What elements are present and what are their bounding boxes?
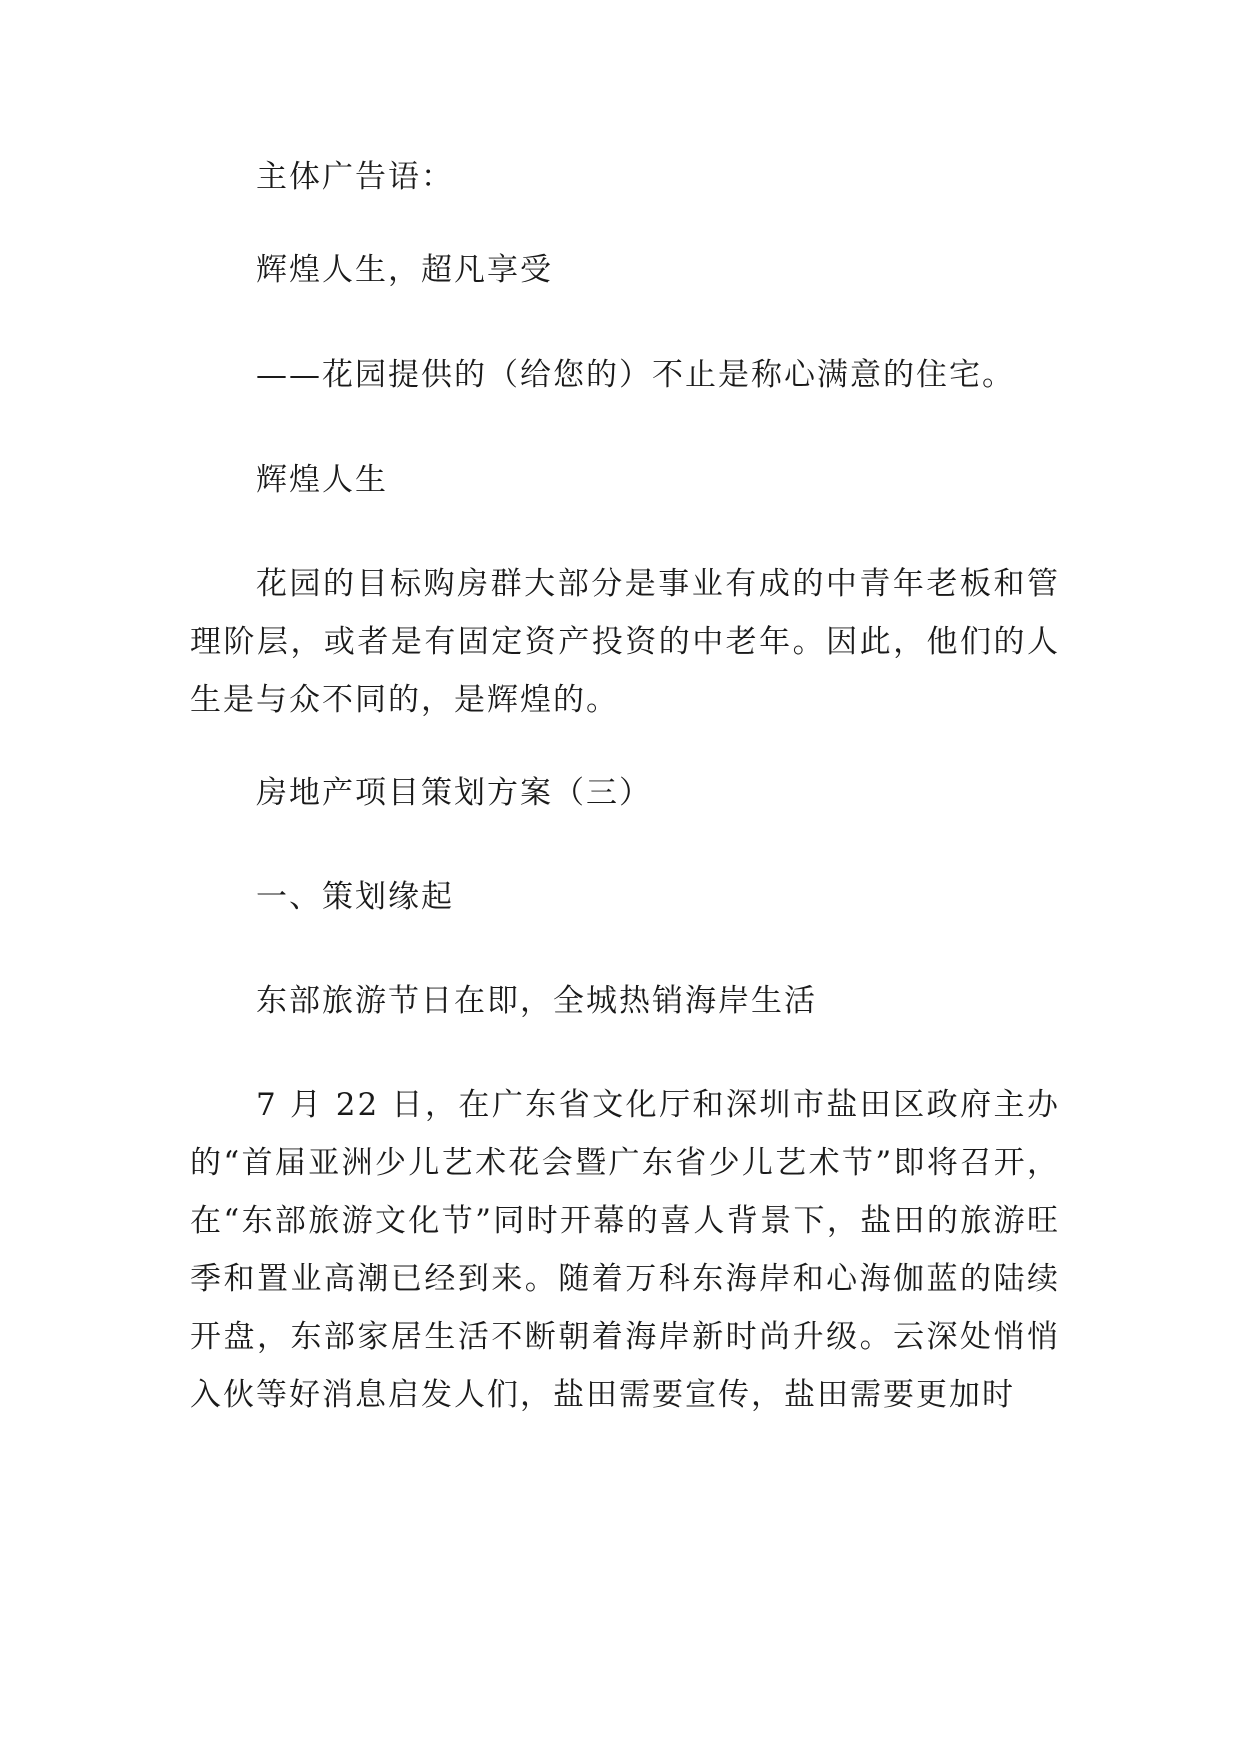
section-heading-brilliant-life: 辉煌人生 [256, 462, 388, 498]
subheading-tourism-festival: 东部旅游节日在即，全城热销海岸生活 [256, 983, 817, 1019]
slogan-subline: ——花园提供的（给您的）不止是称心满意的住宅。 [256, 357, 1015, 393]
section-heading-origin: 一、策划缘起 [256, 879, 454, 915]
slogan-line: 辉煌人生，超凡享受 [256, 252, 553, 288]
paragraph-target-buyers: 花园的目标购房群大部分是事业有成的中青年老板和管理阶层，或者是有固定资产投资的中老年。因此，他们的人生是与众不同的，是辉煌的。 [190, 566, 1060, 718]
section-heading-plan-three: 房地产项目策划方案（三） [256, 775, 652, 811]
paragraph-event-background: 7 月 22 日，在广东省文化厅和深圳市盐田区政府主办的“首届亚洲少儿艺术花会暨广东省少儿艺术节”即将召开，在“东部旅游文化节”同时开幕的喜人背景下，盐田的旅游旺季和置业高潮已经到来。随着万科东海岸和心海伽蓝的陆续开盘，东部家居生活不断朝着海岸新时尚升级。云深处悄悄入伙等好消息启发人们，盐田需要宣传，盐田需要更加时 [190, 1087, 1060, 1413]
heading-slogan-label: 主体广告语： [256, 159, 454, 195]
